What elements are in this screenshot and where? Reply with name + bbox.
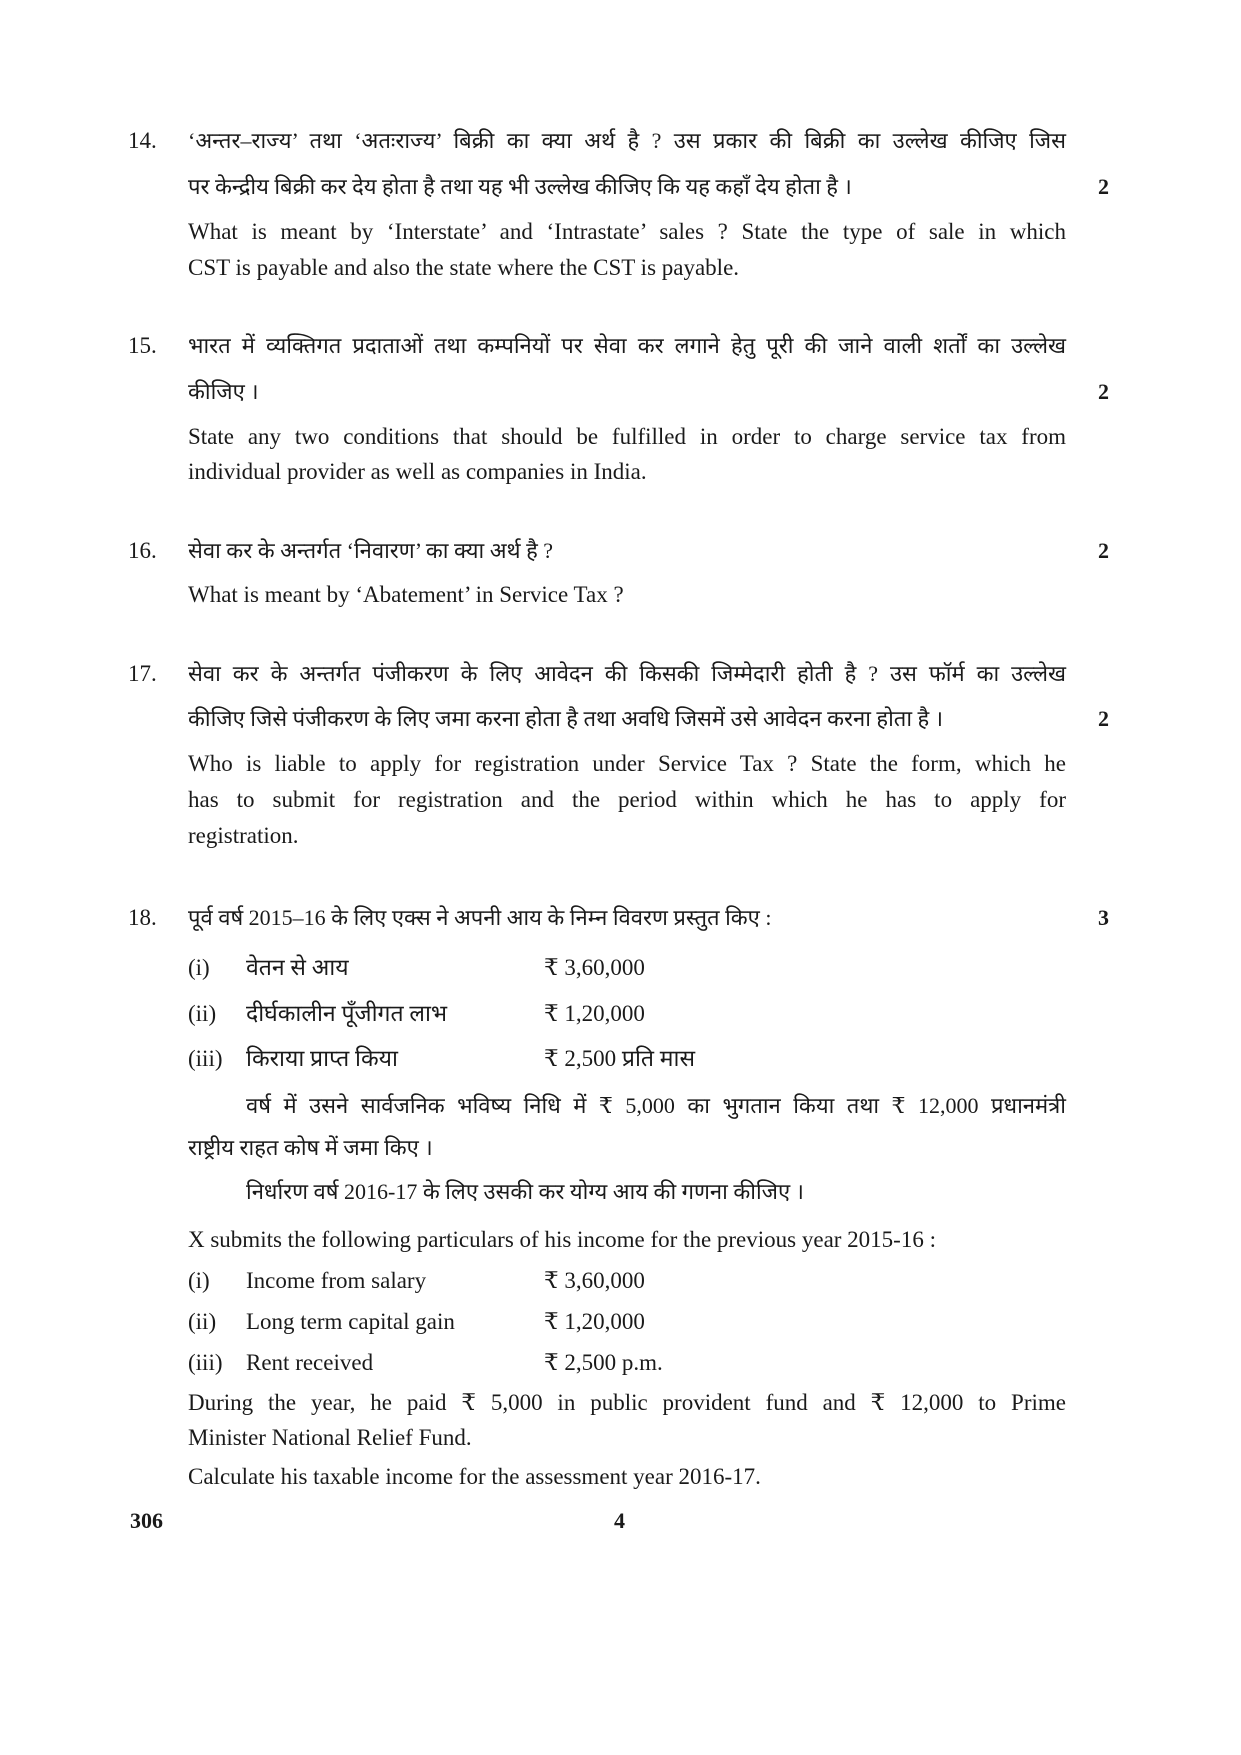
item-value: ₹ 3,60,000 — [544, 1268, 645, 1293]
item-index: (iii) — [188, 1046, 223, 1071]
question-english-line: State any two conditions that should be fulfilled in order to charge service tax from — [188, 424, 1066, 449]
question-english-line: has to submit for registration and the period within which he has to apply for — [188, 787, 1066, 812]
question-hindi-intro: पूर्व वर्ष 2015–16 के लिए एक्स ने अपनी आय के निम्न विवरण प्रस्तुत किए : — [188, 905, 772, 930]
item-value: ₹ 2,500 p.m. — [544, 1350, 663, 1375]
question-hindi-line: सेवा कर के अन्तर्गत पंजीकरण के लिए आवेदन की किसकी जिम्मेदारी होती है ? उस फॉर्म का उल्लेख — [188, 661, 1066, 686]
hindi-task: निर्धारण वर्ष 2016-17 के लिए उसकी कर योग्य आय की गणना कीजिए । — [246, 1179, 804, 1204]
item-index: (ii) — [188, 1001, 217, 1026]
item-value: ₹ 1,20,000 — [544, 1309, 645, 1334]
item-label: Income from salary — [246, 1268, 427, 1293]
item-value: ₹ 2,500 प्रति मास — [544, 1046, 696, 1071]
question-number: 17. — [128, 661, 157, 686]
question-hindi-line: पर केन्द्रीय बिक्री कर देय होता है तथा यह भी उल्लेख कीजिए कि यह कहाँ देय होता है । — [188, 174, 852, 199]
hindi-paragraph-line: राष्ट्रीय राहत कोष में जमा किए । — [188, 1135, 433, 1160]
question-english-line: What is meant by ‘Interstate’ and ‘Intrastate’ sales ? State the type of sale in which — [188, 219, 1066, 244]
question-number: 15. — [128, 333, 157, 358]
question-english-line: individual provider as well as companies in India. — [188, 459, 647, 484]
question-hindi-line: सेवा कर के अन्तर्गत ‘निवारण’ का क्या अर्थ है ? — [188, 538, 554, 563]
question-english-line: Who is liable to apply for registration under Service Tax ? State the form, which he — [188, 751, 1066, 776]
paper-code: 306 — [130, 1508, 163, 1533]
question-hindi-line: कीजिए । — [188, 379, 259, 404]
item-value: ₹ 1,20,000 — [544, 1001, 645, 1026]
question-marks: 2 — [1098, 706, 1109, 731]
question-number: 18. — [128, 905, 157, 930]
english-paragraph-line: During the year, he paid ₹ 5,000 in public provident fund and ₹ 12,000 to Prime — [188, 1390, 1066, 1415]
page-number: 4 — [614, 1508, 625, 1533]
item-label: Rent received — [246, 1350, 374, 1375]
question-english-line: registration. — [188, 823, 299, 848]
question-marks: 2 — [1098, 379, 1109, 404]
question-english-line: What is meant by ‘Abatement’ in Service Tax ? — [188, 582, 624, 607]
item-index: (iii) — [188, 1350, 223, 1375]
question-hindi-line: ‘अन्तर–राज्य’ तथा ‘अतःराज्य’ बिक्री का क्या अर्थ है ? उस प्रकार की बिक्री का उल्लेख कीजिए जिस — [188, 128, 1066, 153]
item-label: दीर्घकालीन पूँजीगत लाभ — [246, 1001, 448, 1026]
question-marks: 2 — [1098, 174, 1109, 199]
english-intro: X submits the following particulars of his income for the previous year 2015-16 : — [188, 1227, 936, 1252]
question-marks: 2 — [1098, 538, 1109, 563]
hindi-paragraph-line: वर्ष में उसने सार्वजनिक भविष्य निधि में ₹ 5,000 का भुगतान किया तथा ₹ 12,000 प्रधानमंत्री — [246, 1093, 1066, 1118]
item-index: (i) — [188, 955, 210, 980]
item-value: ₹ 3,60,000 — [544, 955, 645, 980]
item-index: (i) — [188, 1268, 210, 1293]
item-index: (ii) — [188, 1309, 217, 1334]
item-label: वेतन से आय — [246, 955, 349, 980]
english-task: Calculate his taxable income for the assessment year 2016-17. — [188, 1464, 761, 1489]
item-label: किराया प्राप्त किया — [246, 1046, 398, 1071]
question-number: 14. — [128, 128, 157, 153]
question-english-line: CST is payable and also the state where the CST is payable. — [188, 255, 740, 280]
question-hindi-line: कीजिए जिसे पंजीकरण के लिए जमा करना होता है तथा अवधि जिसमें उसे आवेदन करना होता है । — [188, 706, 944, 731]
question-marks: 3 — [1098, 905, 1109, 930]
item-label: Long term capital gain — [246, 1309, 455, 1334]
english-paragraph-line: Minister National Relief Fund. — [188, 1425, 472, 1450]
question-hindi-line: भारत में व्यक्तिगत प्रदाताओं तथा कम्पनियों पर सेवा कर लगाने हेतु पूरी की जाने वाली शर्तों का उल्लेख — [188, 333, 1066, 358]
question-number: 16. — [128, 538, 157, 563]
